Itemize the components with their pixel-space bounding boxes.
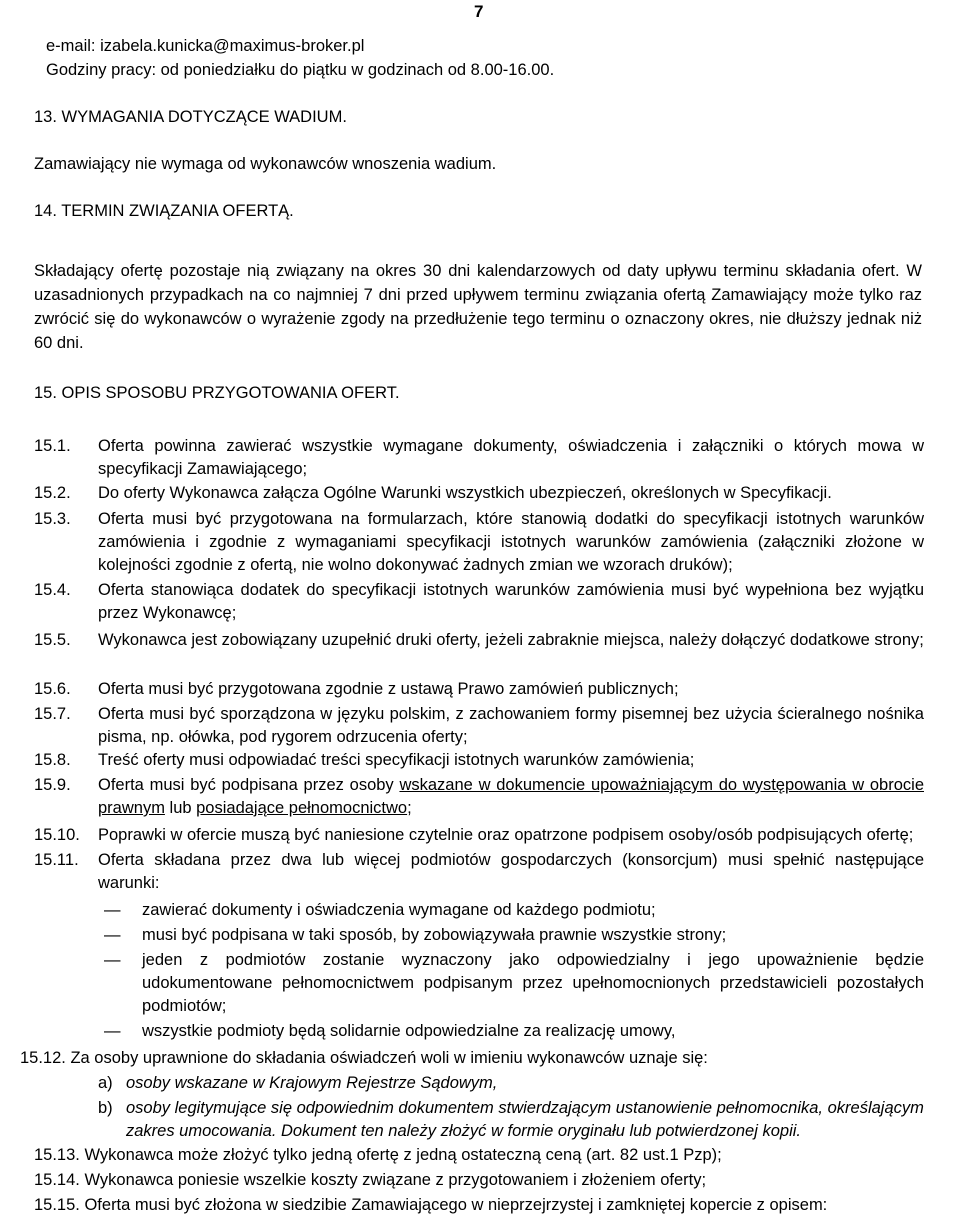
item-number: 15.8. — [34, 751, 71, 769]
item-text: Poprawki w ofercie muszą być naniesione czytelnie oraz opatrzone podpisem osoby/osób podpisujących ofertę; — [98, 826, 914, 844]
item-text: Oferta składana przez dwa lub więcej podmiotów gospodarczych (konsorcjum) musi spełnić następujące warunki: — [98, 851, 924, 892]
sub-item-text: osoby wskazane w Krajowym Rejestrze Sądowym, — [126, 1074, 498, 1092]
section-15-heading: 15. OPIS SPOSOBU PRZYGOTOWANIA OFERT. — [34, 384, 400, 402]
item-text: Oferta powinna zawierać wszystkie wymagane dokumenty, oświadczenia i załączniki o których mowa w specyfikacji Zamawiającego; — [98, 437, 924, 478]
item-text: Oferta musi być podpisana przez osoby wskazane w dokumencie upoważniającym do występowania w obrocie prawnym lub posiadające pełnomocnictwo; — [98, 776, 924, 817]
list-item — [34, 774, 924, 820]
dash-bullet: — — [104, 1022, 121, 1040]
item-text: Oferta musi być złożona w siedzibie Zamawiającego w nieprzejrzystej i zamkniętej kopercie z opisem: — [84, 1196, 828, 1214]
item-number: 15.10. — [34, 826, 80, 844]
item-text: Oferta musi być przygotowana na formularzach, które stanowią dodatki do specyfikacji istotnych warunków zamówienia i zgodnie z wymaganiami specyfikacji istotnych warunków zamówienia (załączniki złożone w kolejności zgodnie z ofertą, nie wolno dokonywać żadnych zmian we wzorach druków); — [98, 510, 924, 574]
list-item — [34, 508, 924, 577]
list-item — [34, 749, 924, 772]
list-item — [34, 678, 924, 701]
section-13-text: Zamawiający nie wymaga od wykonawców wnoszenia wadium. — [34, 155, 497, 173]
item-number: 15.2. — [34, 484, 71, 502]
item-number: 15.15. — [34, 1196, 80, 1214]
item-text: Oferta stanowiąca dodatek do specyfikacji istotnych warunków zamówienia musi być wypełniona bez wyjątku przez Wykonawcę; — [98, 581, 924, 622]
underlined-phrase: posiadające pełnomocnictwo — [196, 799, 408, 817]
item-text: Za osoby uprawnione do składania oświadczeń woli w imieniu wykonawców uznaje się: — [70, 1049, 708, 1067]
item-text: Wykonawca może złożyć tylko jedną ofertę z jedną ostateczną ceną (art. 82 ust.1 Pzp); — [84, 1146, 722, 1164]
sub-item-label: b) — [98, 1099, 113, 1117]
list-item — [34, 629, 924, 652]
list-item — [34, 482, 924, 505]
page-number: 7 — [474, 2, 484, 21]
item-number: 15.7. — [34, 705, 71, 723]
underlined-phrase: wskazane w dokumencie upoważniającym do występowania w obrocie prawnym — [98, 776, 924, 817]
list-item — [34, 579, 924, 625]
list-item — [34, 1169, 706, 1192]
dash-bullet: — — [104, 901, 121, 919]
bullet-text: zawierać dokumenty i oświadczenia wymagane od każdego podmiotu; — [142, 901, 656, 919]
dash-bullet: — — [104, 926, 121, 944]
item-number: 15.3. — [34, 510, 71, 528]
list-item — [104, 924, 924, 947]
item-text: Wykonawca poniesie wszelkie koszty związane z przygotowaniem i złożeniem oferty; — [84, 1171, 707, 1189]
item-number: 15.6. — [34, 680, 71, 698]
list-item — [34, 703, 924, 749]
dash-bullet: — — [104, 951, 121, 969]
item-text: Wykonawca jest zobowiązany uzupełnić druki oferty, jeżeli zabraknie miejsca, należy dołączyć dodatkowe strony; — [98, 631, 924, 649]
sub-item-text: osoby legitymujące się odpowiednim dokumentem stwierdzającym ustanowienie pełnomocnika, określającym zakres umocowania. Dokument ten należy złożyć w formie oryginału lub potwierdzonej kopii. — [126, 1099, 924, 1140]
item-text: Oferta musi być sporządzona w języku polskim, z zachowaniem formy pisemnej bez użycia ścieralnego nośnika pisma, np. ołówka, pod rygorem odrzucenia oferty; — [98, 705, 924, 746]
list-item — [104, 899, 924, 922]
bullet-text: jeden z podmiotów zostanie wyznaczony jako odpowiedzialny i jego upoważnienie będzie udokumentowane pełnomocnictwem podpisanym przez upełnomocnionych przedstawicieli pozostałych podmiotów; — [142, 951, 924, 1015]
item-number: 15.1. — [34, 437, 71, 455]
list-item — [34, 824, 924, 847]
item-text: Oferta musi być przygotowana zgodnie z ustawą Prawo zamówień publicznych; — [98, 680, 679, 698]
section-13-heading: 13. WYMAGANIA DOTYCZĄCE WADIUM. — [34, 108, 347, 126]
item-text: Do oferty Wykonawca załącza Ogólne Warunki wszystkich ubezpieczeń, określonych w Specyfikacji. — [98, 484, 832, 502]
item-number: 15.14. — [34, 1171, 80, 1189]
item-number: 15.9. — [34, 776, 71, 794]
item-number: 15.12. — [20, 1049, 66, 1067]
list-item — [104, 949, 924, 1018]
item-number: 15.4. — [34, 581, 71, 599]
sub-item — [98, 1072, 926, 1095]
contact-email: e-mail: izabela.kunicka@maximus-broker.pl — [46, 37, 365, 55]
contact-hours: Godziny pracy: od poniedziałku do piątku w godzinach od 8.00-16.00. — [46, 61, 555, 79]
item-number: 15.13. — [34, 1146, 80, 1164]
list-item — [20, 1047, 708, 1070]
bullet-text: wszystkie podmioty będą solidarnie odpowiedzialne za realizację umowy, — [142, 1022, 676, 1040]
item-text: Treść oferty musi odpowiadać treści specyfikacji istotnych warunków zamówienia; — [98, 751, 695, 769]
bullet-text: musi być podpisana w taki sposób, by zobowiązywała prawnie wszystkie strony; — [142, 926, 727, 944]
list-item — [104, 1020, 924, 1043]
list-item — [34, 1144, 722, 1167]
sub-item-label: a) — [98, 1074, 113, 1092]
item-number: 15.5. — [34, 631, 71, 649]
list-item — [34, 435, 924, 481]
item-number: 15.11. — [34, 851, 79, 869]
section-14-text: Składający ofertę pozostaje nią związany na okres 30 dni kalendarzowych od daty upływu terminu składania ofert. W uzasadnionych przypadkach na co najmniej 7 dni przed upływem terminu związania ofertą Zamawiający może tylko raz zwrócić się do wykonawców o wyrażenie zgody na przedłużenie tego terminu o oznaczony okres, nie dłuższy jednak niż 60 dni. — [34, 262, 922, 352]
sub-item — [98, 1097, 926, 1143]
list-item — [34, 849, 924, 895]
list-item — [34, 1194, 827, 1217]
section-14-heading: 14. TERMIN ZWIĄZANIA OFERTĄ. — [34, 202, 294, 220]
